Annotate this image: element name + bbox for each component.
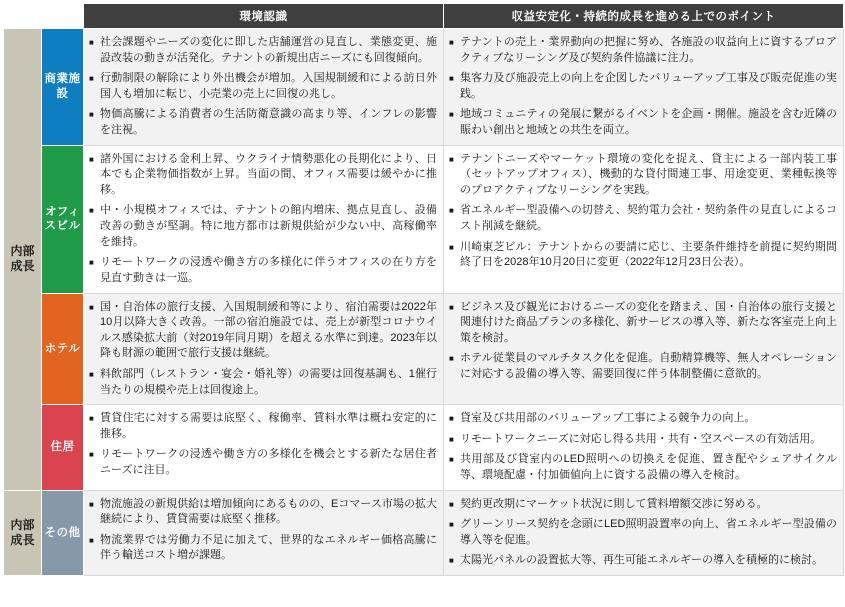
list-item: ■ 太陽光パネルの設置拡大等、再生可能エネルギーの導入を積極的に検討。 — [449, 553, 837, 569]
header-group-blank — [4, 4, 42, 29]
group-label-internal-growth-2: 内部成長 — [4, 490, 42, 575]
points-cell-residential — [444, 405, 844, 490]
table-row — [4, 293, 844, 405]
bullet-list — [449, 152, 837, 271]
list-item: ■ 川崎東芝ビル：テナントからの要請に応じ、主要条件維持を前提に契約期間終了日を2028年10月20日に変更（2022年12月23日公表）。 — [449, 240, 837, 271]
bullet-list — [89, 497, 437, 564]
category-label-residential: 住居 — [42, 405, 84, 490]
list-item: ■ リモートワークの浸透や働き方の多様化に伴うオフィスの在り方を見直す動きは一巡。 — [89, 255, 437, 286]
list-item: ■ グリーンリース契約を念頭にLED照明設置率の向上、省エネルギー型設備の導入等を促進。 — [449, 517, 837, 548]
table-header-row — [4, 4, 844, 29]
list-item: ■ テナントの売上・業界動向の把握に努め、各施設の収益向上に資するプロアクティブなリーシング及び契約条件協議に注力。 — [449, 35, 837, 66]
bullet-list — [89, 300, 437, 399]
table-body — [4, 29, 844, 576]
category-label-retail: 商業施設 — [42, 29, 84, 146]
list-item: ■ 物流施設の新規供給は増加傾向にあるものの、Eコマース市場の拡大継続により、賃貸需要は底堅く推移。 — [89, 497, 437, 528]
environment-cell-hotel — [84, 293, 444, 405]
environment-cell-retail — [84, 29, 444, 146]
points-cell-office — [444, 145, 844, 293]
group-label-internal-growth-1: 内部成長 — [4, 29, 42, 491]
category-label-other: その他 — [42, 490, 84, 575]
list-item: ■ 貸室及び共用部のバリューアップ工事による競争力の向上。 — [449, 411, 837, 427]
header-points: 収益安定化・持続的成長を進める上でのポイント — [444, 4, 844, 29]
environment-cell-residential — [84, 405, 444, 490]
list-item: ■ リモートワークニーズに対応し得る共用・共有・空スペースの有効活用。 — [449, 432, 837, 448]
bullet-list — [449, 411, 837, 483]
list-item: ■ テナントニーズやマーケット環境の変化を捉え、貸主による一部内装工事（セットアップオフィス）、機動的な貸付間連工事、用途変更、業種転換等のプロアクティブなリーシングを実践。 — [449, 152, 837, 199]
environment-cell-other — [84, 490, 444, 575]
list-item: ■ 諸外国における金利上昇、ウクライナ情勢悪化の長期化により、日本でも企業物価指数が上昇。当面の間、オフィス需要は緩やかに推移。 — [89, 152, 437, 199]
list-item: ■ ホテル従業員のマルチタスク化を促進。自動精算機等、無人オペレーションに対応する設備の導入等、需要回復に伴う体制整備に意欲的。 — [449, 351, 837, 382]
list-item: ■ 中・小規模オフィスでは、テナントの館内増床、拠点見直し、設備改善の動きが堅調。特に地方都市は新規供給が少ない中、高稼働率を維持。 — [89, 203, 437, 250]
environment-cell-office — [84, 145, 444, 293]
list-item: ■ 賃貸住宅に対する需要は底堅く、稼働率、賃料水準は概ね安定的に推移。 — [89, 411, 437, 442]
header-environment: 環境認識 — [84, 4, 444, 29]
list-item: ■ リモートワークの浸透や働き方の多様化を機会とする新たな居住者ニーズに注目。 — [89, 447, 437, 478]
header-category-blank — [42, 4, 84, 29]
list-item: ■ 行動制限の解除により外出機会が増加。入国規制緩和による訪日外国人も増加に転じ、小売業の売上に回復の兆し。 — [89, 71, 437, 102]
list-item: ■ 地域コミュニティの発展に繋がるイベントを企画・開催。施設を含む近隣の賑わい創出と地域との共生を両立。 — [449, 107, 837, 138]
bullet-list — [449, 300, 837, 383]
table-row — [4, 145, 844, 293]
bullet-list — [89, 411, 437, 478]
slide-canvas — [0, 3, 845, 607]
list-item: ■ 省エネルギー型設備への切替え、契約電力会社・契約条件の見直しによるコスト削減を継続。 — [449, 203, 837, 234]
points-cell-hotel — [444, 293, 844, 405]
list-item: ■ 社会課題やニーズの変化に即した店舗運営の見直し、業態変更、施設改装の動きが活発化。テナントの新規出店ニーズにも回復傾向。 — [89, 35, 437, 66]
list-item: ■ 物流業界では労働力不足に加えて、世界的なエネルギー価格高騰に伴う輸送コスト増が課題。 — [89, 533, 437, 564]
list-item: ■ ビジネス及び観光におけるニーズの変化を踏まえ、国・自治体の旅行支援と関連付けた商品プランの多様化、新サービスの導入等、新たな客室売上向上策を検討。 — [449, 300, 837, 347]
points-cell-other — [444, 490, 844, 575]
list-item: ■ 国・自治体の旅行支援、入国規制緩和等により、宿泊需要は2022年10月以降大きく改善。一部の宿泊施設では、売上が新型コロナウイルス感染拡大前（対2019年同月期）を超える水準に到達。2023年以降も財源の範囲で旅行支援は継続。 — [89, 300, 437, 362]
points-cell-retail — [444, 29, 844, 146]
table-row — [4, 405, 844, 490]
list-item: ■ 共用部及び貸室内のLED照明への切換えを促進、置き配やシェアサイクル等、環境配慮・付加価値向上に資する設備の導入を検討。 — [449, 452, 837, 483]
list-item: ■ 料飲部門（レストラン・宴会・婚礼等）の需要は回復基調も、1催行当たりの規模や売上は回復途上。 — [89, 367, 437, 398]
category-label-office: オフィスビル — [42, 145, 84, 293]
category-label-hotel: ホテル — [42, 293, 84, 405]
list-item: ■ 集客力及び施設売上の向上を企図したバリューアップ工事及び販売促進の実践。 — [449, 71, 837, 102]
strategy-matrix-table — [3, 3, 844, 576]
bullet-list — [449, 35, 837, 139]
bullet-list — [449, 497, 837, 569]
list-item: ■ 契約更改期にマーケット状況に則して賃料増額交渉に努める。 — [449, 497, 837, 513]
table-row — [4, 29, 844, 146]
bullet-list — [89, 35, 437, 139]
table-row — [4, 490, 844, 575]
bullet-list — [89, 152, 437, 287]
list-item: ■ 物価高騰による消費者の生活防衛意識の高まり等、インフレの影響を注視。 — [89, 107, 437, 138]
